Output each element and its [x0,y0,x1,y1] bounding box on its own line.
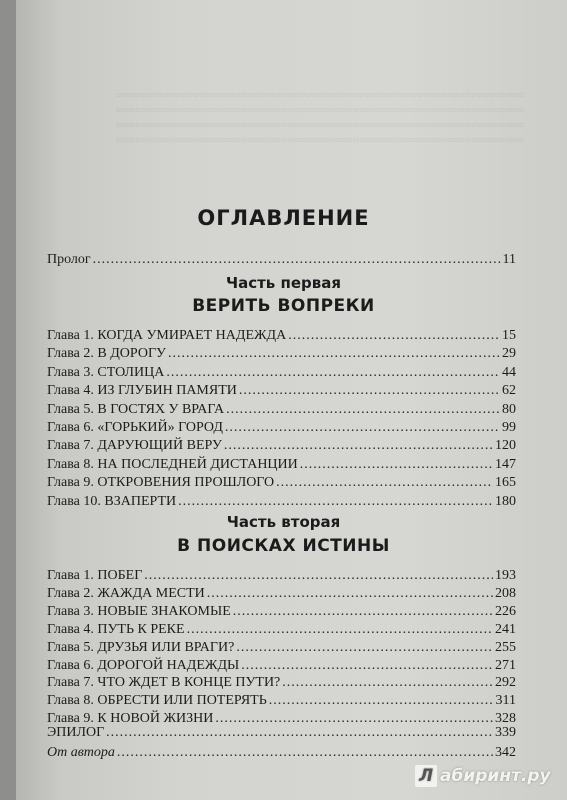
toc-entry-label: Глава 5. ДРУЗЬЯ ИЛИ ВРАГИ? [47,639,235,655]
part2-name: В ПОИСКАХ ИСТИНЫ [177,536,390,556]
toc-entry-label: Пролог [47,252,91,267]
toc-entry-label: Глава 9. ОТКРОВЕНИЯ ПРОШЛОГО [47,475,275,491]
leader-dots [226,402,500,418]
toc-page-number: 44 [502,364,516,380]
toc-entry-label: Глава 9. К НОВОЙ ЖИЗНИ [47,711,214,727]
leader-dots [300,457,493,473]
leader-dots [106,725,493,741]
toc-page-number: 147 [495,456,516,472]
toc-chapter-row[interactable] [47,457,516,477]
leader-dots [187,622,493,638]
toc-page-number: 241 [495,621,516,637]
toc-chapter-row[interactable] [47,365,516,385]
toc-entry-label: Глава 2. ЖАЖДА МЕСТИ [47,585,205,601]
toc-page-number: 120 [495,438,516,454]
toc-entry-label: Глава 7. ЧТО ЖДЕТ В КОНЦЕ ПУТИ? [47,675,281,691]
toc-entry-label: Глава 10. ВЗАПЕРТИ [47,493,177,509]
part2-label: Часть вторая [226,513,341,531]
toc-entry-label: Глава 5. В ГОСТЯХ У ВРАГА [47,401,225,417]
toc-entry-label: Глава 8. ОБРЕСТИ ИЛИ ПОТЕРЯТЬ [47,693,267,709]
toc-entry-label: Глава 1. КОГДА УМИРАЕТ НАДЕЖДА [47,328,287,343]
leader-dots [288,328,500,344]
toc-entry-label: Глава 4. ИЗ ГЛУБИН ПАМЯТИ [47,383,237,399]
toc-prologue-row[interactable] [47,252,516,272]
toc-entry-label: От автора [47,745,115,760]
toc-page-number: 311 [495,693,516,709]
toc-page-number: 342 [495,745,516,760]
toc-chapter-row[interactable] [47,475,516,495]
toc-entry-label: Глава 6. ДОРОГОЙ НАДЕЖДЫ [47,657,240,673]
toc-entry-label: Глава 8. НА ПОСЛЕДНЕЙ ДИСТАНЦИИ [47,456,298,472]
toc-page-number: 208 [495,585,516,601]
leader-dots [224,438,493,454]
toc-title: ОГЛАВЛЕНИЕ [197,206,370,230]
toc-page-number: 292 [495,675,516,691]
toc-chapter-row[interactable] [47,402,516,422]
leader-dots [276,475,493,491]
toc-entry-label: Глава 2. В ДОРОГУ [47,346,166,362]
toc-page-number: 62 [502,383,516,399]
toc-page-number: 255 [495,639,516,655]
toc-chapter-row[interactable] [47,420,516,440]
leader-dots [207,586,493,602]
leader-dots [93,252,501,268]
bleed-through-text: ≈≈≈≈≈≈≈≈≈≈≈≈≈≈≈≈≈≈≈≈≈≈≈≈≈≈≈≈≈≈≈≈≈≈≈≈≈≈≈≈≈≈≈≈≈≈≈≈≈≈≈≈≈≈≈≈≈≈≈≈≈≈ ≈≈≈≈≈≈≈≈≈≈≈≈≈≈≈≈≈≈≈≈≈≈≈≈≈≈≈≈≈≈≈≈≈≈≈≈≈≈≈≈≈≈≈≈≈≈≈≈≈≈≈≈≈≈≈≈≈≈≈≈≈≈ ≈≈≈≈≈≈≈≈≈≈≈≈≈≈≈≈≈≈≈≈≈≈≈≈≈≈≈≈≈≈≈≈≈≈≈≈≈≈≈≈≈≈≈≈≈≈≈≈≈≈≈≈≈≈≈≈≈≈≈≈≈≈ ≈≈≈≈≈≈≈≈≈≈≈≈≈≈≈≈≈≈≈≈≈≈≈≈≈≈≈≈≈≈≈≈≈≈≈≈≈≈≈≈≈≈≈≈≈≈≈≈≈≈≈≈≈≈≈≈≈≈≈≈≈≈ [115,88,524,147]
toc-page-number: 180 [495,493,516,509]
toc-page-number: 29 [502,346,516,362]
toc-entry-label: ЭПИЛОГ [47,725,105,740]
toc-page-number: 193 [495,568,516,583]
part1-label: Часть первая [225,274,342,292]
toc-chapter-row[interactable] [47,383,516,403]
toc-entry-label: Глава 1. ПОБЕГ [47,568,143,583]
leader-dots [178,494,493,510]
toc-page-number: 226 [495,603,516,619]
toc-chapter-row[interactable] [47,494,516,514]
toc-chapter-row[interactable] [47,438,516,458]
labirint-watermark [415,765,551,787]
leader-dots [239,383,500,399]
toc-page-number: 328 [495,711,516,727]
leader-dots [144,568,493,584]
toc-entry-label: Глава 3. НОВЫЕ ЗНАКОМЫЕ [47,603,231,619]
toc-page-number: 271 [495,657,516,673]
toc-page-number: 11 [502,252,516,267]
toc-entry-label: Глава 7. ДАРУЮЩИЙ ВЕРУ [47,438,222,454]
leader-dots [282,675,493,691]
toc-chapter-row[interactable] [47,328,516,348]
leader-dots [166,365,500,381]
toc-entry-label: Глава 6. «ГОРЬКИЙ» ГОРОД [47,420,223,435]
leader-dots [236,640,493,656]
toc-chapter-row[interactable] [47,346,516,366]
labirint-logo-icon: Л [415,765,437,787]
toc-author-row[interactable] [47,745,516,765]
toc-page-number: 99 [502,420,516,435]
toc-entry-label: Глава 4. ПУТЬ К РЕКЕ [47,621,185,637]
toc-epilogue-row[interactable] [47,725,516,745]
leader-dots [225,420,500,436]
toc-page-number: 165 [495,475,516,491]
leader-dots [269,693,494,709]
toc-page-number: 15 [502,328,516,343]
leader-dots [233,604,493,620]
leader-dots [241,658,493,674]
part1-name: ВЕРИТЬ ВОПРЕКИ [192,296,375,316]
leader-dots [117,745,493,761]
leader-dots [168,346,500,362]
toc-page-number: 339 [495,725,516,740]
watermark-text: абиринт.ру [440,766,551,786]
toc-entry-label: Глава 3. СТОЛИЦА [47,364,165,380]
toc-page-number: 80 [502,401,516,417]
